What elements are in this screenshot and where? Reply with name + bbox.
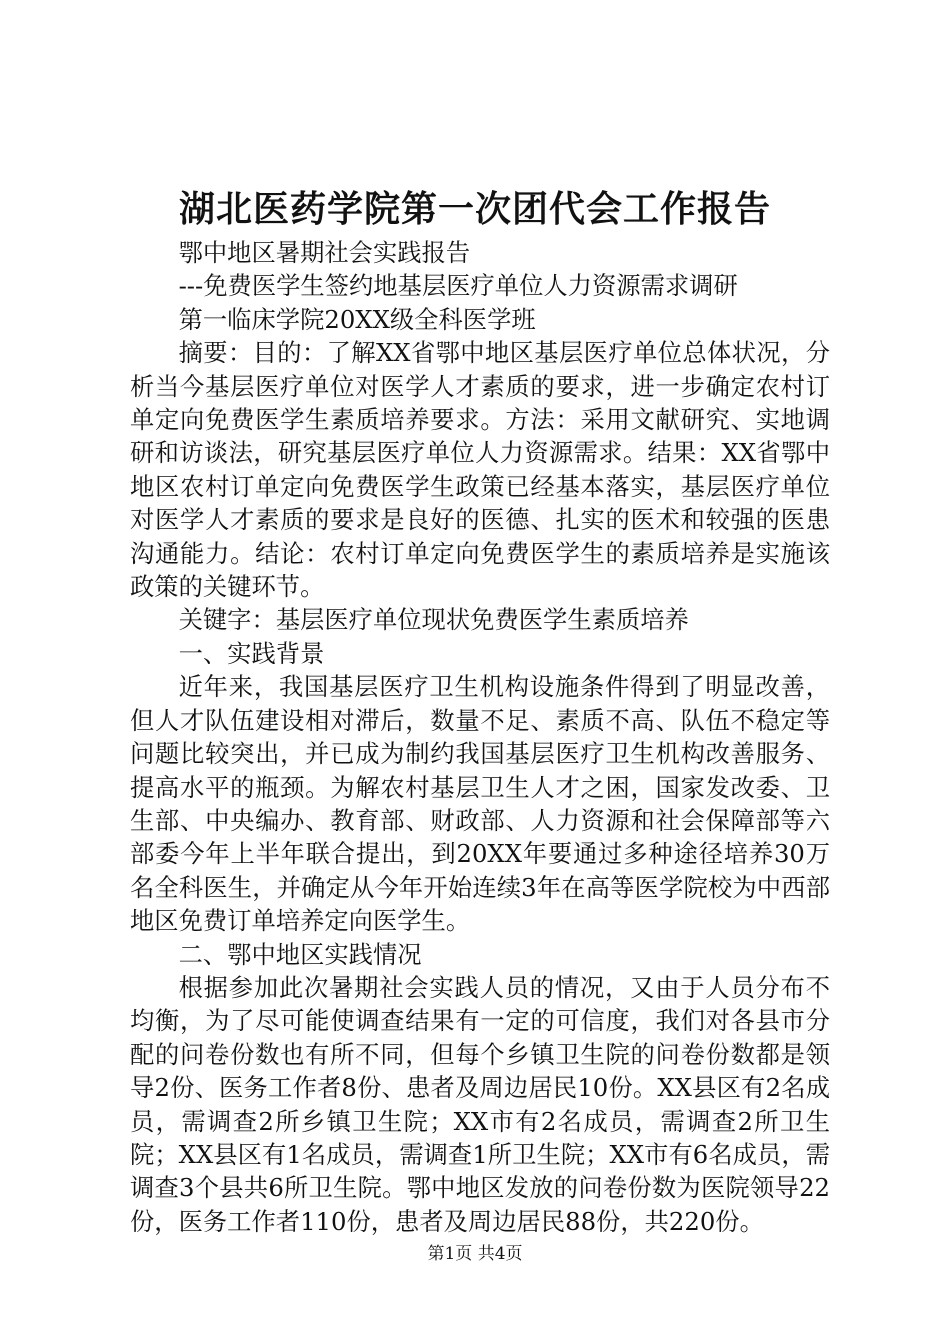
paragraph-background: 近年来，我国基层医疗卫生机构设施条件得到了明显改善，但人才队伍建设相对滞后，数量不足、素质不高、队伍不稳定等问题比较突出，并已成为制约我国基层医疗卫生机构改善服务、提高水平的瓶颈。为解农村基层卫生人才之困，国家发改委、卫生部、中央编办、教育部、财政部、人力资源和社会保障部等六部委今年上半年联合提出，到20XX年要通过多种途径培养30万名全科医生，并确定从今年开始连续3年在高等医学院校为中西部地区免费订单培养定向医学生。 [130, 672, 830, 936]
paragraph-keywords: 关键字：基层医疗单位现状免费医学生素质培养 [178, 605, 689, 635]
paragraph-abstract: 摘要：目的：了解XX省鄂中地区基层医疗单位总体状况，分析当今基层医疗单位对医学人才素质的要求，进一步确定农村订单定向免费医学生素质培养要求。方法：采用文献研究、实地调研和访谈法，研究基层医疗单位人力资源需求。结果：XX省鄂中地区农村订单定向免费医学生政策已经基本落实，基层医疗单位对医学人才素质的要求是良好的医德、扎实的医术和较强的医患沟通能力。结论：农村订单定向免费医学生的素质培养是实施该政策的关键环节。 [130, 338, 830, 602]
paragraph-practice: 根据参加此次暑期社会实践人员的情况，又由于人员分布不均衡，为了尽可能使调查结果有一定的可信度，我们对各县市分配的问卷份数也有所不同，但每个乡镇卫生院的问卷份数都是领导2份、医务工作者8份、患者及周边居民10份。XX县区有2名成员，需调查2所乡镇卫生院；XX市有2名成员，需调查2所卫生院；XX县区有1名成员，需调查1所卫生院；XX市有6名成员，需调查3个县共6所卫生院。鄂中地区发放的问卷份数为医院领导22份，医务工作者110份，患者及周边居民88份，共220份。 [130, 972, 830, 1236]
paragraph-subtitle: ---免费医学生签约地基层医疗单位人力资源需求调研 [178, 271, 738, 301]
document-body [130, 236, 830, 1238]
paragraph-class: 第一临床学院20XX级全科医学班 [178, 304, 536, 334]
section-heading-practice: 二、鄂中地区实践情况 [178, 939, 422, 969]
section-heading-background: 一、实践背景 [178, 638, 325, 668]
document-title: 湖北医药学院第一次团代会工作报告 [178, 188, 771, 230]
paragraph-report-name: 鄂中地区暑期社会实践报告 [178, 238, 471, 267]
page-footer: 第1页 共4页 [427, 1244, 523, 1264]
